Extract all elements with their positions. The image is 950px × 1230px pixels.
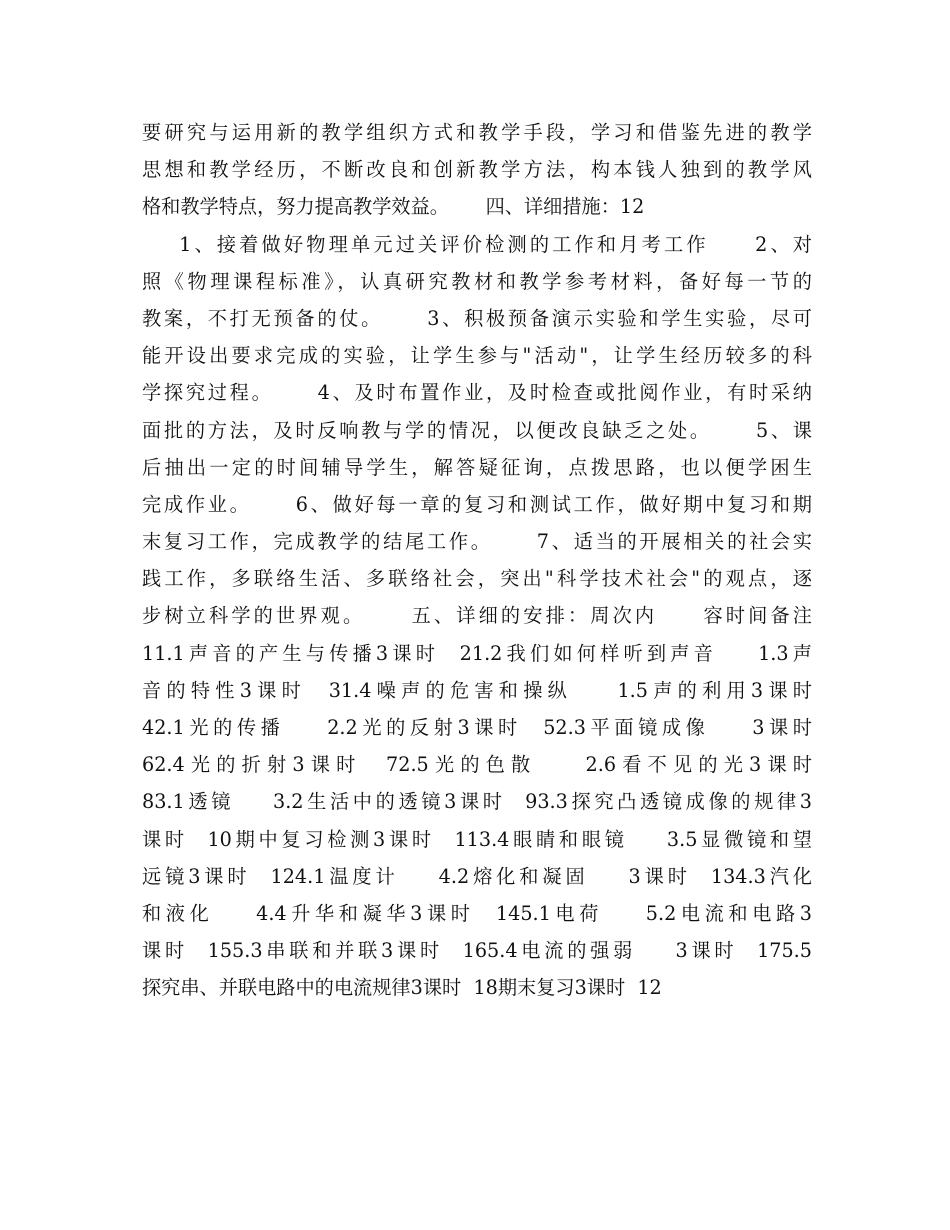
text-line: 完成作业。 6、做好每一章的复习和测试工作，做好期中复习和期 bbox=[142, 492, 812, 516]
text-line: 音的特性3课时 31.4噪声的危害和操纵 1.5声的利用3课时 bbox=[142, 678, 812, 702]
text-line: 末复习工作，完成教学的结尾工作。 7、适当的开展相关的社会实 bbox=[142, 530, 812, 554]
text-line: 42.1光的传播 2.2光的反射3课时 52.3平面镜成像 3课时 bbox=[142, 716, 812, 739]
body-text bbox=[142, 114, 812, 1007]
text-line: 83.1透镜 3.2生活中的透镜3课时 93.3探究凸透镜成像的规律3 bbox=[142, 790, 812, 814]
text-line: 远镜3课时 124.1温度计 4.2熔化和凝固 3课时 134.3汽化 bbox=[142, 864, 812, 888]
text-line: 步树立科学的世界观。 五、详细的安排：周次内 容时间备注 bbox=[142, 604, 812, 628]
text-line: 62.4光的折射3课时 72.5光的色散 2.6看不见的光3课时 bbox=[142, 753, 812, 777]
text-line: 践工作，多联络生活、多联络社会，突出"科学技术社会"的观点，逐 bbox=[142, 567, 812, 591]
text-line: 课时 155.3串联和并联3课时 165.4电流的强弱 3课时 175.5 bbox=[142, 939, 812, 963]
text-line: 照《物理课程标准》，认真研究教材和教学参考材料，备好每一节的 bbox=[142, 269, 812, 293]
text-line: 能开设出要求完成的实验，让学生参与"活动"，让学生经历较多的科 bbox=[142, 344, 812, 368]
text-line: 学探究过程。 4、及时布置作业，及时检查或批阅作业，有时采纳 bbox=[142, 381, 812, 405]
text-line: 面批的方法，及时反响教与学的情况，以便改良缺乏之处。 5、课 bbox=[142, 418, 812, 442]
text-line: 11.1声音的产生与传播3课时 21.2我们如何样听到声音 1.3声 bbox=[142, 641, 812, 665]
text-line: 后抽出一定的时间辅导学生，解答疑征询，点拨思路，也以便学困生 bbox=[142, 455, 812, 479]
text-line: 探究串、并联电路中的电流规律3课时 18期末复习3课时 12 bbox=[142, 976, 662, 1000]
text-line: 1、接着做好物理单元过关评价检测的工作和月考工作 2、对 bbox=[142, 232, 812, 256]
text-line: 教案，不打无预备的仗。 3、积极预备演示实验和学生实验，尽可 bbox=[142, 306, 812, 330]
text-line: 思想和教学经历，不断改良和创新教学方法，构本钱人独到的教学风 bbox=[142, 158, 812, 182]
text-line: 和液化 4.4升华和凝华3课时 145.1电荷 5.2电流和电路3 bbox=[142, 901, 812, 925]
text-line: 格和教学特点，努力提高教学效益。 四、详细措施：12 bbox=[142, 195, 645, 219]
text-line: 要研究与运用新的教学组织方式和教学手段，学习和借鉴先进的教学 bbox=[142, 121, 812, 144]
text-line: 课时 10期中复习检测3课时 113.4眼睛和眼镜 3.5显微镜和望 bbox=[142, 827, 812, 851]
